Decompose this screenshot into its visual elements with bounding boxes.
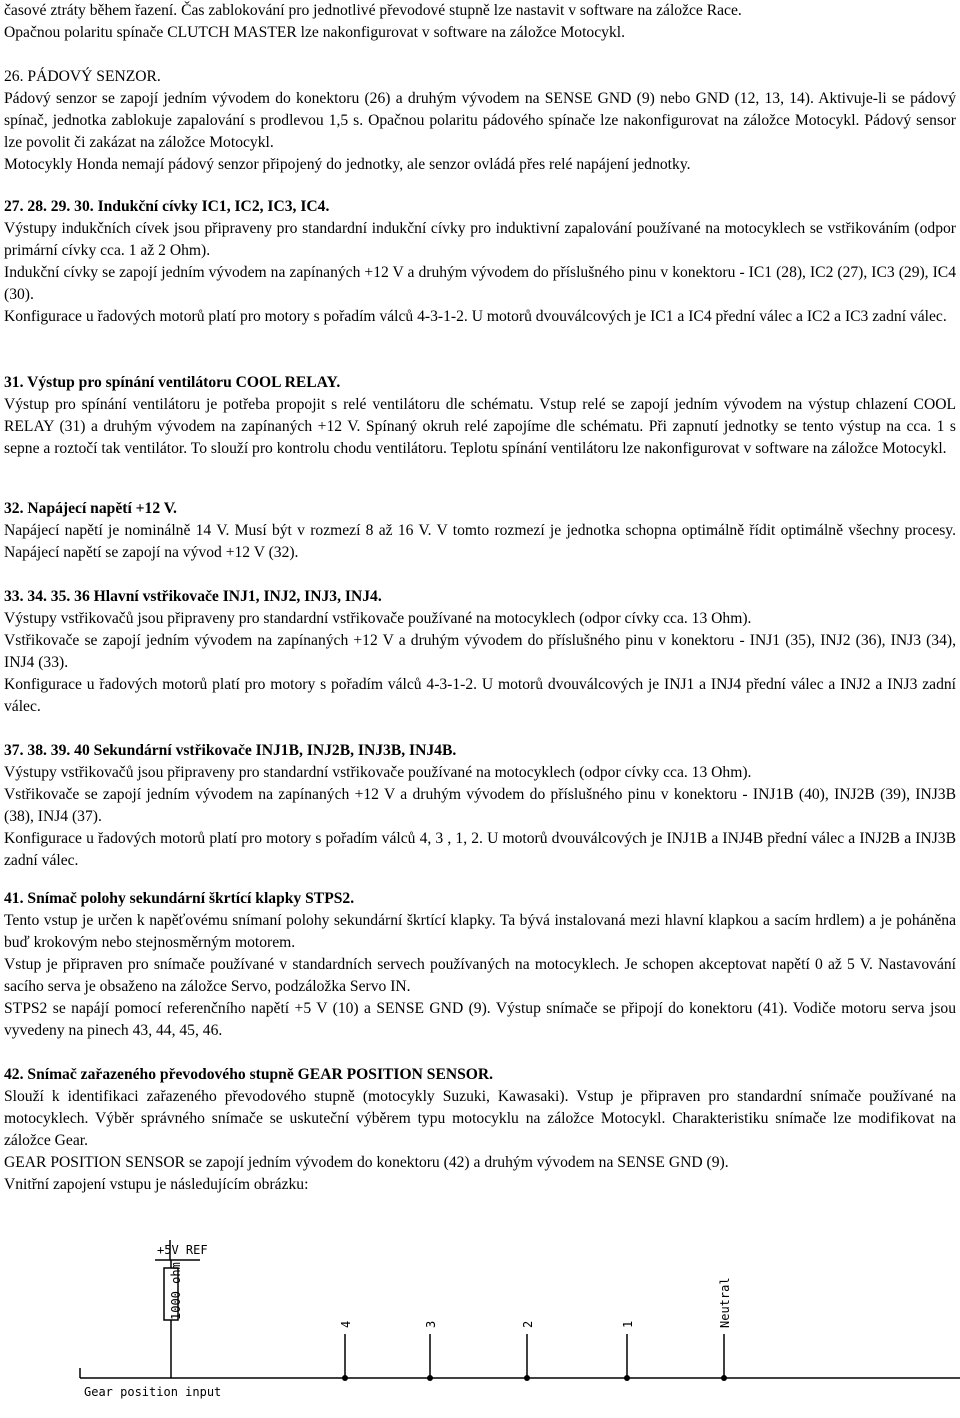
section-main-injectors	[4, 586, 956, 718]
section-paragraph: Indukční cívky se zapojí jedním vývodem na zapínaných +12 V a druhým vývodem do příslušného pinu v konektoru - IC1 (28), IC2 (27), IC3 (29), IC4 (30).	[4, 264, 956, 303]
junction-dot	[721, 1375, 727, 1381]
section-paragraph: Vstřikovače se zapojí jedním vývodem na zapínaných +12 V a druhým vývodem do příslušného pinu v konektoru - INJ1 (35), INJ2 (36), INJ3 (34), INJ4 (33).	[4, 632, 956, 671]
section-heading: 27. 28. 29. 30. Indukční cívky IC1, IC2, IC3, IC4.	[4, 198, 330, 215]
intro-line: časové ztráty během řazení. Čas zablokování pro jednotlivé převodové stupně lze nastavit v software na záložce Race.	[4, 2, 742, 19]
junction-dot	[524, 1375, 530, 1381]
section-paragraph: Výstupy vstřikovačů jsou připraveny pro standardní vstřikovače používané na motocyklech (odpor cívky cca. 13 Ohm).	[4, 610, 752, 627]
gear-position-schematic	[0, 1228, 960, 1418]
section-paragraph: STPS2 se napájí pomocí referenčního napětí +5 V (10) a SENSE GND (9). Výstup snímače se připojí do konektoru (41). Vodiče motoru serva jsou vyvedeny na pinech 43, 44, 45, 46.	[4, 1000, 956, 1039]
switch-label-4: 4	[339, 1320, 353, 1328]
section-paragraph: GEAR POSITION SENSOR se zapojí jedním vývodem do konektoru (42) a druhým vývodem na SENSE GND (9).	[4, 1154, 729, 1171]
section-paragraph: Konfigurace u řadových motorů platí pro motory s pořadím válců 4, 3 , 1, 2. U motorů dvouválcových je INJ1B a INJ4B přední válec a INJ2B a INJ3B zadní válec.	[4, 830, 956, 869]
junction-dot	[427, 1375, 433, 1381]
section-paragraph: Konfigurace u řadových motorů platí pro motory s pořadím válců 4-3-1-2. U motorů dvouválcových je INJ1 a INJ4 přední válec a INJ2 a INJ3 zadní válec.	[4, 676, 956, 715]
section-paragraph: Konfigurace u řadových motorů platí pro motory s pořadím válců 4-3-1-2. U motorů dvouválcových je IC1 a IC4 přední válec a IC2 a IC3 zadní válec.	[4, 308, 947, 325]
section-heading: 32. Napájecí napětí +12 V.	[4, 500, 177, 517]
section-paragraph: Motocykly Honda nemají pádový senzor připojený do jednotky, ale senzor ovládá přes relé napájení jednotky.	[4, 156, 691, 173]
section-paragraph: Tento vstup je určen k napěťovému snímaní polohy sekundární škrtící klapky. Ta bývá instalovaná mezi hlavní klapkou a sacím hrdlem) a je poháněna buď krokovým nebo stejnosměrným motorem.	[4, 912, 956, 951]
section-paragraph: Výstupy indukčních cívek jsou připraveny pro standardní indukční cívky pro induktivní zapalování používané na motocyklech se vstřikováním (odpor primární cívky cca. 1 až 2 Ohm).	[4, 220, 956, 259]
section-paragraph: Napájecí napětí je nominálně 14 V. Musí být v rozmezí 8 až 16 V. V tomto rozmezí je jednotka schopna optimálně řídit optimálně všechny procesy. Napájecí napětí se zapojí na vývod +12 V (32).	[4, 522, 956, 561]
section-ignition-coils	[4, 196, 956, 328]
section-gear-position	[4, 1064, 956, 1196]
section-cool-relay	[4, 372, 956, 460]
section-paragraph: Vstřikovače se zapojí jedním vývodem na zapínaných +12 V a druhým vývodem do příslušného pinu v konektoru - INJ1B (40), INJ2B (39), INJ3B (38), INJ4 (37).	[4, 786, 956, 825]
intro-line: Opačnou polaritu spínače CLUTCH MASTER lze nakonfigurovat v software na záložce Motocykl.	[4, 24, 625, 41]
section-stps2	[4, 888, 956, 1042]
section-heading: 37. 38. 39. 40 Sekundární vstřikovače INJ1B, INJ2B, INJ3B, INJ4B.	[4, 742, 457, 759]
resistor-label: 1000 ohm	[169, 1262, 183, 1320]
switch-label-2: 2	[521, 1320, 535, 1328]
section-paragraph: Vnitřní zapojení vstupu je následujícím obrázku:	[4, 1176, 309, 1193]
input-label: Gear position input	[84, 1385, 222, 1399]
section-heading: 31. Výstup pro spínání ventilátoru COOL RELAY.	[4, 374, 341, 391]
section-pad-sensor	[4, 66, 956, 176]
junction-dot	[624, 1375, 630, 1381]
section-heading: 26. PÁDOVÝ SENZOR.	[4, 68, 161, 85]
section-paragraph: Slouží k identifikaci zařazeného převodového stupně (motocykly Suzuki, Kawasaki). Vstup je připraven pro standardní snímače používané na motocyklech. Výběr správného snímače se uskuteční výběrem typu motocyklu na záložce Motocykl. Charakteristiku snímače lze modifikovat na záložce Gear.	[4, 1088, 956, 1149]
switch-label-neutral: Neutral	[718, 1277, 732, 1328]
section-paragraph: Výstup pro spínání ventilátoru je potřeba propojit s relé ventilátoru dle schématu. Vstup relé se zapojí jedním vývodem na výstup chlazení COOL RELAY (31) a druhým vývodem na zapínaných +12 V. Spínaný okruh relé zapojíme dle schématu. Při zapnutí jednotky se tento výstup na cca. 1 s sepne a roztočí tak ventilátor. To slouží pro kontrolu chodu ventilátoru. Teplotu spínání ventilátoru lze nakonfigurovat v software na záložce Motocykl.	[4, 396, 956, 457]
section-heading: 33. 34. 35. 36 Hlavní vstřikovače INJ1, INJ2, INJ3, INJ4.	[4, 588, 382, 605]
gear-position-diagram	[0, 1228, 960, 1418]
section-paragraph: Vstup je připraven pro snímače používané v standardních servech používaných na motocyklech. Je schopen akceptovat napětí 0 až 5 V. Nastavování sacího serva je obsaženo na záložce Servo, podzáložka Servo IN.	[4, 956, 956, 995]
section-heading: 41. Snímač polohy sekundární škrtící klapky STPS2.	[4, 890, 355, 907]
switch-label-3: 3	[424, 1320, 438, 1328]
ref-label: +5V REF	[157, 1243, 208, 1257]
section-supply-voltage	[4, 498, 956, 564]
junction-dot	[342, 1375, 348, 1381]
intro-text	[4, 0, 956, 44]
section-heading: 42. Snímač zařazeného převodového stupně GEAR POSITION SENSOR.	[4, 1066, 494, 1083]
switch-label-1: 1	[621, 1320, 635, 1328]
section-paragraph: Výstupy vstřikovačů jsou připraveny pro standardní vstřikovače používané na motocyklech (odpor cívky cca. 13 Ohm).	[4, 764, 752, 781]
section-secondary-injectors	[4, 740, 956, 872]
section-paragraph: Pádový senzor se zapojí jedním vývodem do konektoru (26) a druhým vývodem na SENSE GND (9) nebo GND (12, 13, 14). Aktivuje-li se pádový spínač, jednotka zablokuje zapalování s prodlevou 1,5 s. Opačnou polaritu pádového spínače lze nakonfigurovat na záložce Motocykl. Pádový sensor lze povolit či zakázat na záložce Motocykl.	[4, 90, 956, 151]
